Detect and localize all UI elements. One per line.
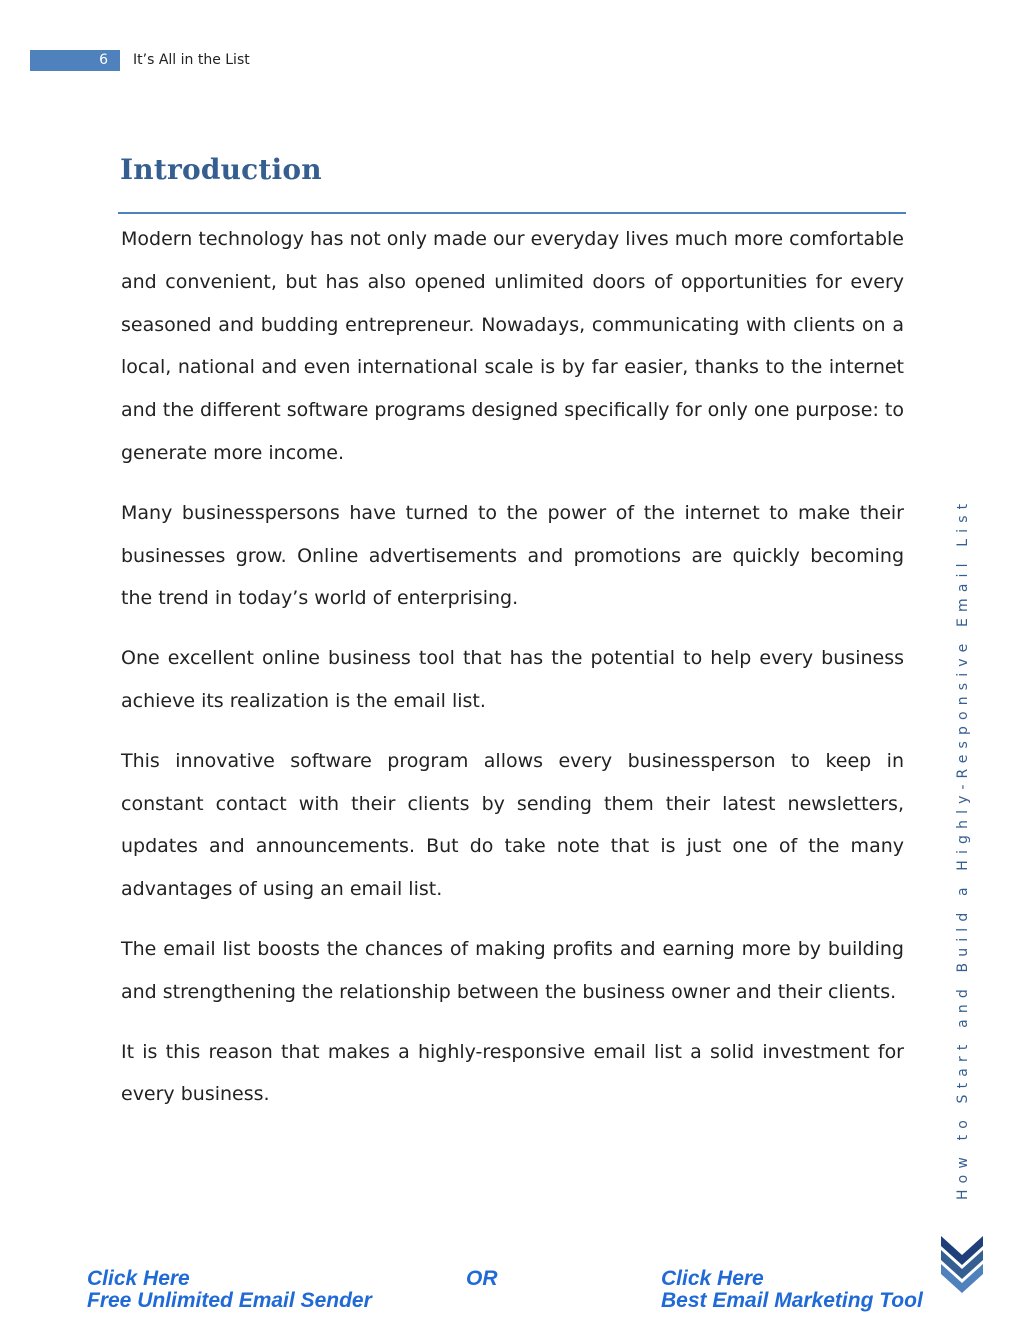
page-number-box bbox=[30, 50, 120, 71]
paragraph-3: One excellent online business tool that has the potential to help every business achieve its realization is the email list. bbox=[121, 647, 904, 712]
paragraph-1: Modern technology has not only made our everyday lives much more comfortable and convenient, but has also opened unlimited doors of opportunities for every seasoned and budding entrepreneur. Nowadays, communicating with clients on a local, national and even international scale is by far easier, thanks to the internet and the different software programs designed specifically for only one purpose: to generate more income. bbox=[121, 228, 904, 464]
paragraph-4: This innovative software program allows every businessperson to keep in constant contact with their clients by sending them their latest newsletters, updates and announcements. But do take note that is just one of the many advantages of using an email list. bbox=[121, 749, 904, 901]
paragraph-2: Many businesspersons have turned to the power of the internet to make their businesses grow. Online advertisements and promotions are quickly becoming the trend in today’s world of enterprising. bbox=[121, 501, 904, 610]
side-book-title: How to Start and Build a Highly-Responsive Email List bbox=[955, 497, 971, 1200]
section-title: Introduction bbox=[120, 153, 322, 186]
link-line-2: Best Email Marketing Tool bbox=[661, 1289, 923, 1312]
running-title: It’s All in the List bbox=[133, 52, 250, 68]
double-chevron-down-icon[interactable] bbox=[937, 1232, 987, 1296]
free-email-sender-link[interactable] bbox=[87, 1268, 372, 1312]
email-marketing-tool-link[interactable] bbox=[661, 1268, 923, 1312]
page-number: 6 bbox=[99, 52, 108, 68]
body-text bbox=[121, 218, 904, 1133]
title-divider bbox=[118, 212, 906, 214]
link-line-1: Click Here bbox=[661, 1267, 764, 1290]
link-line-1: Click Here bbox=[87, 1267, 190, 1290]
link-line-2: Free Unlimited Email Sender bbox=[87, 1289, 372, 1312]
or-separator: OR bbox=[466, 1267, 498, 1290]
paragraph-6: It is this reason that makes a highly-responsive email list a solid investment for every business. bbox=[121, 1040, 904, 1106]
paragraph-5: The email list boosts the chances of making profits and earning more by building and strengthening the relationship between the business owner and their clients. bbox=[121, 937, 904, 1003]
